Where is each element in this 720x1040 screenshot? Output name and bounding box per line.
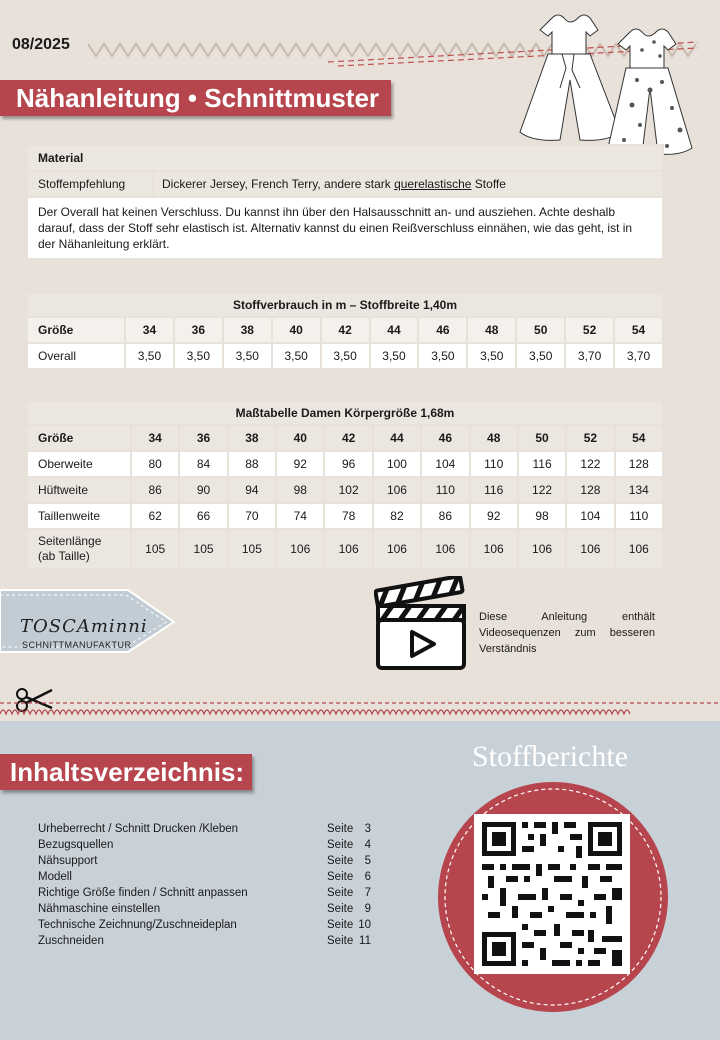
measurement-heading: Maßtabelle Damen Körpergröße 1,68m — [27, 401, 663, 425]
list-item: Modell Seite 6 — [38, 871, 371, 883]
list-item: Richtige Größe finden / Schnitt anpassen Seite 7 — [38, 887, 371, 899]
list-item: Nähsupport Seite 5 — [38, 855, 371, 867]
list-item: Technische Zeichnung/Zuschneideplan Seite 10 — [38, 919, 371, 931]
clapperboard-icon — [374, 576, 470, 672]
contents-heading: Inhaltsverzeichnis: — [0, 754, 252, 790]
list-item: Bezugsquellen Seite 4 — [38, 839, 371, 851]
brand-subtitle: SCHNITTMANUFAKTUR — [22, 640, 132, 650]
qr-code-icon[interactable] — [436, 780, 670, 1014]
page-title: Nähanleitung • Schnittmuster — [0, 80, 391, 116]
table-of-contents — [38, 821, 378, 949]
material-heading: Material — [27, 145, 663, 171]
fabric-consumption-table — [26, 292, 664, 370]
consumption-heading: Stoffverbrauch in m – Stoffbreite 1,40m — [27, 293, 663, 317]
stoffberichte-title: Stoffberichte — [471, 740, 629, 773]
list-item: Urheberrecht / Schnitt Drucken /Kleben Seite 3 — [38, 823, 371, 835]
jumpsuit-illustration-icon — [512, 10, 708, 165]
table-row: Oberweite 80 84 88 92 96 100 104 110 116 122 128 — [27, 451, 663, 477]
table-row: Hüftweite 86 90 94 98 102 106 110 116 122 128 134 — [27, 477, 663, 503]
table-row: Overall 3,50 3,50 3,50 3,50 3,50 3,50 3,50 3,50 3,50 3,70 3,70 — [27, 343, 663, 369]
table-row: Seitenlänge (ab Taille) 105 105 105 106 106 106 106 106 106 106 106 — [27, 529, 663, 569]
brand-logo: TOSCAminni — [20, 616, 148, 637]
table-row: Größe 34 36 38 40 42 44 46 48 50 52 54 — [27, 425, 663, 451]
table-row: Größe 34 36 38 40 42 44 46 48 50 52 54 — [27, 317, 663, 343]
list-item: Zuschneiden Seite 11 — [38, 935, 371, 947]
material-note: Der Overall hat keinen Verschluss. Du kannst ihn über den Halsausschnitt an- und ausziehen. Achte deshalb darauf, dass der Stoff sehr elastisch ist. Alternativ kannst du einen Reißverschluss einnähen, wie das geht, ist in der Nähanleitung erklärt. — [27, 197, 663, 259]
measurement-table — [26, 400, 664, 570]
material-label: Stoffempfehlung — [27, 171, 153, 197]
issue-date: 08/2025 — [12, 36, 70, 53]
material-value: Dickerer Jersey, French Terry, andere stark querelastische Stoffe — [153, 171, 663, 197]
stitch-divider — [0, 700, 720, 720]
material-table — [26, 144, 664, 260]
video-note: Diese Anleitung enthält Videosequenzen zum besseren Verständnis — [479, 611, 655, 655]
list-item: Nähmaschine einstellen Seite 9 — [38, 903, 371, 915]
table-row: Taillenweite 62 66 70 74 78 82 86 92 98 104 110 — [27, 503, 663, 529]
